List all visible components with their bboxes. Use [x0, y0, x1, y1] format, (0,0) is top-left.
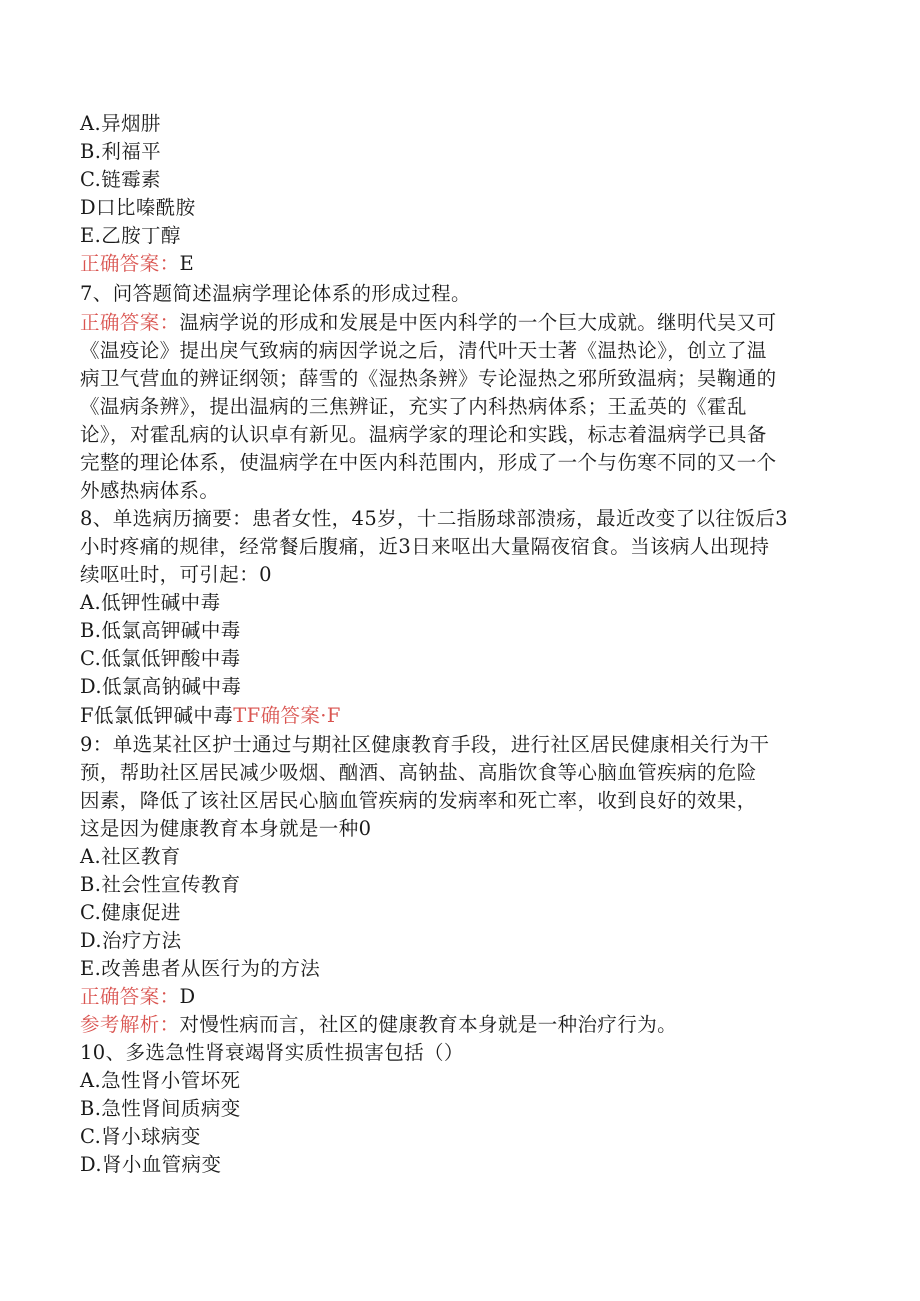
q7-answer-line-2: 《温疫论》提出戾气致病的病因学说之后，清代叶天士著《温热论》，创立了温	[80, 339, 767, 362]
q7-answer-text: 温病学说的形成和发展是中医内科学的一个巨大成就。继明代吴又可	[179, 311, 777, 334]
q9-answer	[80, 983, 196, 1011]
q6-answer-value: E	[179, 252, 195, 275]
q8-option-f-with-answer	[80, 702, 341, 730]
q6-option-e: E.乙胺丁醇	[80, 224, 181, 247]
q8-option-b: B.低氯高钾碱中毒	[80, 619, 241, 642]
q8-title-line-1: 8、单选病历摘要：患者女性，45岁，十二指肠球部溃疡，最近改变了以往饭后3	[80, 507, 788, 530]
q10-option-a: A.急性肾小管坏死	[80, 1069, 241, 1092]
q8-option-d: D.低氯高钠碱中毒	[80, 675, 242, 698]
q7-answer-label: 正确答案：	[80, 311, 180, 334]
q6-answer-label: 正确答案：	[80, 252, 180, 275]
q9-title-line-4: 这是因为健康教育本身就是一种0	[80, 817, 372, 840]
q8-option-a: A.低钾性碱中毒	[80, 591, 221, 614]
q6-option-d: D口比嗪酰胺	[80, 196, 196, 219]
q6-option-c: C.链霉素	[80, 168, 161, 191]
q8-option-f: F低氯低钾碱中毒	[80, 704, 234, 727]
q9-title-line-2: 预，帮助社区居民减少吸烟、酗酒、高钠盐、高脂饮食等心脑血管疾病的危险	[80, 761, 757, 784]
q9-option-a: A.社区教育	[80, 845, 181, 868]
q6-option-a: A.异烟肼	[80, 112, 161, 135]
q7-answer-line-5: 论》，对霍乱病的认识卓有新见。温病学家的理论和实践，标志着温病学已具备	[80, 423, 767, 446]
q10-option-c: C.肾小球病变	[80, 1125, 201, 1148]
q7-answer-line-6: 完整的理论体系，使温病学在中医内科范围内，形成了一个与伤寒不同的又一个	[80, 451, 777, 474]
q9-option-d: D.治疗方法	[80, 929, 182, 952]
q7-title: 7、问答题简述温病学理论体系的形成过程。	[80, 282, 471, 305]
q7-answer-line-7: 外感热病体系。	[80, 479, 220, 502]
q8-answer: TF确答案·F	[233, 704, 341, 727]
q9-analysis-text: 对慢性病而言，社区的健康教育本身就是一种治疗行为。	[179, 1013, 678, 1036]
q9-analysis	[80, 1011, 677, 1039]
q10-option-b: B.急性肾间质病变	[80, 1097, 241, 1120]
q9-option-b: B.社会性宣传教育	[80, 873, 241, 896]
q9-answer-label: 正确答案：	[80, 985, 180, 1008]
q9-option-c: C.健康促进	[80, 901, 181, 924]
q7-answer-line-1	[80, 309, 777, 337]
q8-title-line-2: 小时疼痛的规律，经常餐后腹痛，近3日来呕出大量隔夜宿食。当该病人出现持	[80, 535, 770, 558]
q9-answer-value: D	[179, 985, 196, 1008]
q9-analysis-label: 参考解析：	[80, 1013, 180, 1036]
q7-answer-line-4: 《温病条辨》，提出温病的三焦辨证，充实了内科热病体系；王孟英的《霍乱	[80, 395, 747, 418]
q7-answer-line-3: 病卫气营血的辨证纲领；薛雪的《湿热条辨》专论湿热之邪所致温病；吴鞠通的	[80, 367, 777, 390]
q10-title: 10、多选急性肾衰竭肾实质性损害包括（）	[80, 1041, 464, 1064]
q9-title-line-3: 因素，降低了该社区居民心脑血管疾病的发病率和死亡率，收到良好的效果，	[80, 789, 757, 812]
q6-answer	[80, 250, 194, 278]
q10-option-d: D.肾小血管病变	[80, 1153, 222, 1176]
q8-title-line-3: 续呕吐时，可引起：0	[80, 563, 272, 586]
q8-option-c: C.低氯低钾酸中毒	[80, 647, 241, 670]
q9-option-e: E.改善患者从医行为的方法	[80, 957, 321, 980]
q6-option-b: B.利福平	[80, 140, 162, 163]
q9-title-line-1: 9：单选某社区护士通过与期社区健康教育手段，进行社区居民健康相关行为干	[80, 733, 770, 756]
